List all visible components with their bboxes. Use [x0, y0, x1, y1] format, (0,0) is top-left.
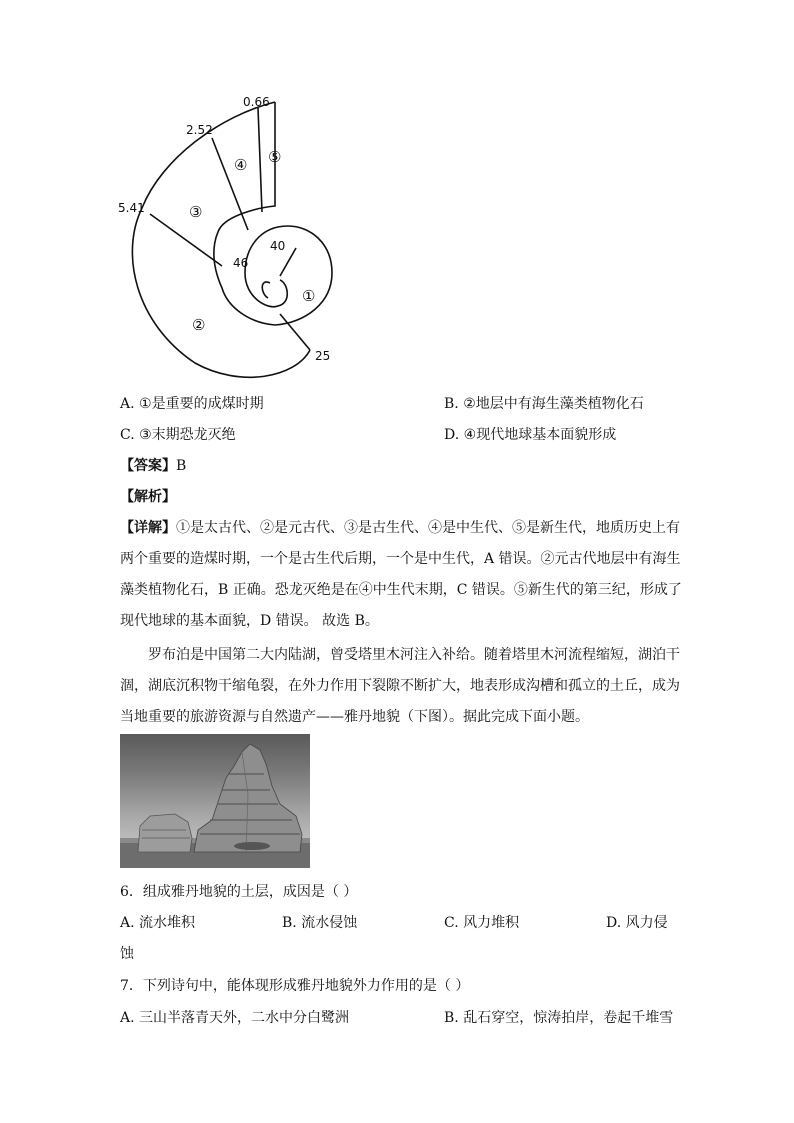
q6-option-b: B. 流水侵蚀 [282, 915, 358, 931]
q6-option-d: D. 风力侵 [606, 915, 668, 931]
yardang-photo-art [120, 734, 310, 868]
era-marker-3: ③ [189, 203, 203, 221]
option-letter: A. [120, 396, 135, 412]
analysis-tag: 【解析】 [120, 489, 176, 505]
detail-line-1: 【详解】①是太古代、②是元古代、③是古生代、④是中生代、⑤是新生代，地质历史上有 [120, 520, 680, 536]
answer-tag: 【答案】 [120, 458, 176, 474]
detail-tag: 【详解】 [120, 520, 176, 536]
option-text: ③末期恐龙灭绝 [139, 427, 236, 443]
option-text: ④现代地球基本面貌形成 [463, 427, 617, 443]
era-marker-1: ① [302, 287, 316, 305]
q5-option-d [444, 427, 616, 443]
option-letter: D. [444, 427, 460, 443]
q7-stem: 7．下列诗句中，能体现形成雅丹地貌外力作用的是（ ） [120, 978, 470, 994]
label-252: 2.52 [186, 123, 213, 137]
q6-option-a: A. 流水堆积 [120, 915, 196, 931]
yardang-landform-photo [120, 734, 310, 868]
detail-line-3: 藻类植物化石，B 正确。恐龙灭绝是在④中生代末期，C 错误。⑤新生代的第三纪，形成了 [120, 582, 682, 598]
label-25: 25 [315, 349, 331, 363]
passage-line-3: 当地重要的旅游资源与自然遗产——雅丹地貌（下图）。据此完成下面小题。 [120, 709, 589, 725]
boundary-541 [150, 214, 222, 266]
label-066: 0.66 [243, 95, 270, 109]
boundary-25 [280, 314, 310, 350]
q6-option-c: C. 风力堆积 [444, 915, 520, 931]
era-marker-4: ④ [234, 156, 248, 174]
spiral-core [262, 282, 270, 298]
q7-option-a: A. 三山半落青天外，二水中分白鹭洲 [120, 1010, 350, 1026]
geologic-time-spiral-diagram [110, 88, 350, 388]
q5-option-c [120, 427, 236, 443]
answer-value: B [176, 458, 187, 474]
label-46: 46 [233, 256, 249, 270]
q5-option-a [120, 396, 264, 412]
q5-option-b [444, 396, 644, 412]
era-marker-2: ② [192, 316, 206, 334]
option-letter: C. [120, 427, 135, 443]
q6-stem: 6．组成雅丹地貌的土层，成因是（ ） [120, 884, 358, 900]
era-marker-5: ⑤ [268, 148, 282, 166]
q6-option-d-wrap: 蚀 [120, 946, 134, 962]
option-text: ②地层中有海生藻类植物化石 [463, 396, 644, 412]
option-letter: B. [444, 396, 459, 412]
label-541: 5.41 [118, 201, 145, 215]
passage-line-2: 涸，湖底沉积物干缩龟裂，在外力作用下裂隙不断扩大，地表形成沟槽和孤立的土丘，成为 [120, 678, 680, 694]
option-text: ①是重要的成煤时期 [139, 396, 264, 412]
detail-line-4: 现代地球的基本面貌，D 错误。 故选 B。 [120, 613, 379, 629]
detail-line-2: 两个重要的造煤时期，一个是古生代后期，一个是中生代，A 错误。②元古代地层中有海生 [120, 551, 681, 567]
boundary-066 [258, 108, 262, 212]
q7-option-b: B. 乱石穿空，惊涛拍岸，卷起千堆雪 [444, 1010, 674, 1026]
q5-answer [120, 458, 186, 474]
passage-line-1: 罗布泊是中国第二大内陆湖，曾受塔里木河注入补给。随着塔里木河流程缩短，湖泊干 [148, 647, 680, 663]
boundary-252 [212, 138, 248, 230]
label-40: 40 [270, 239, 286, 253]
